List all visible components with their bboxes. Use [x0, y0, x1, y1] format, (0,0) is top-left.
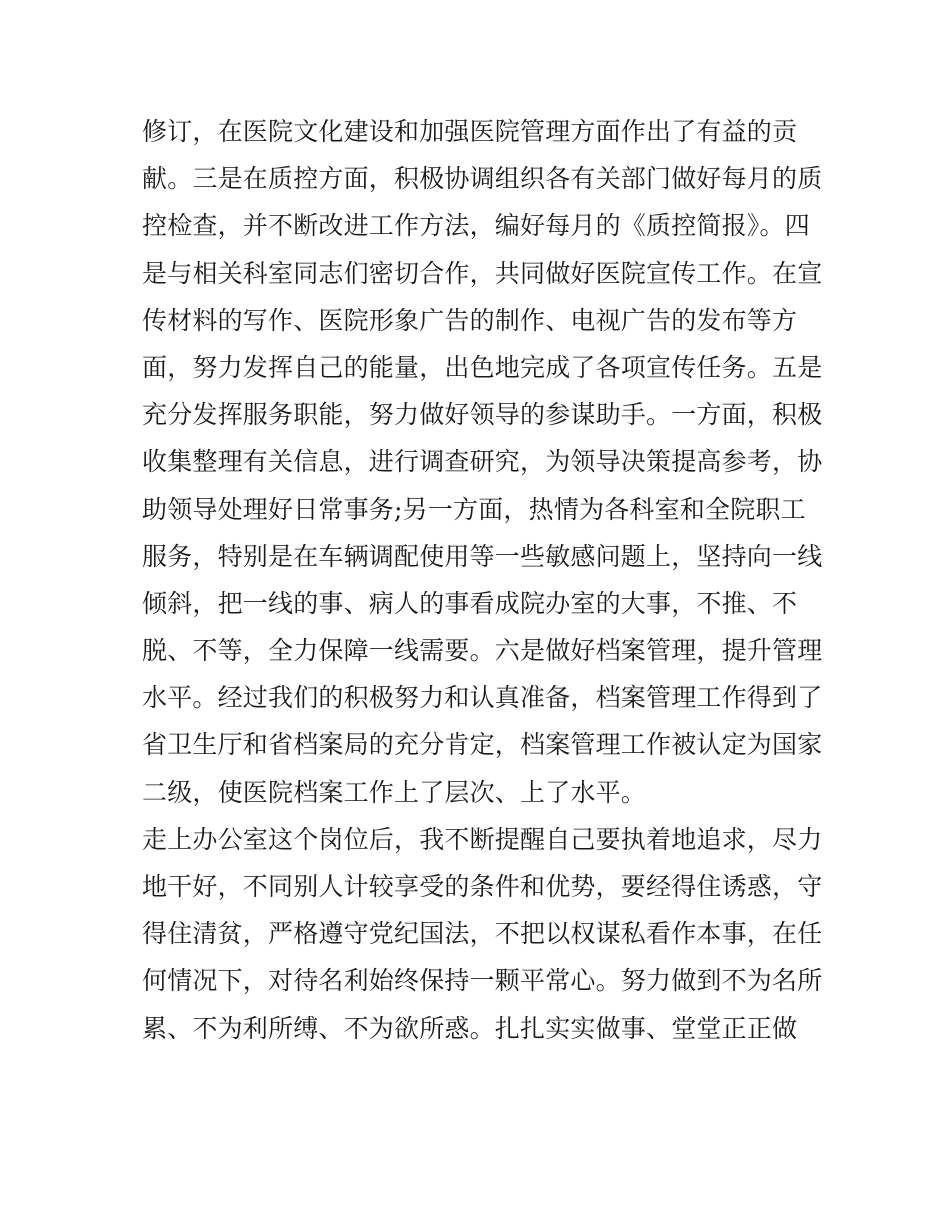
text-line: 省卫生厅和省档案局的充分肯定，档案管理工作被认定为国家	[142, 730, 823, 760]
text-line: 倾斜，把一线的事、病人的事看成院办室的大事，不推、不	[142, 588, 798, 618]
text-line: 控检查，并不断改进工作方法，编好每月的《质控简报》。四	[142, 211, 810, 241]
text-line: 充分发挥服务职能，努力做好领导的参谋助手。一方面，积极	[142, 400, 823, 430]
text-line: 走上办公室这个岗位后，我不断提醒自己要执着地追求，尽力	[142, 824, 823, 854]
text-line: 得住清贫，严格遵守党纪国法，不把以权谋私看作本事，在任	[142, 919, 823, 949]
text-line: 地干好，不同别人计较享受的条件和优势，要经得住诱惑，守	[142, 872, 823, 901]
text-line: 修订，在医院文化建设和加强医院管理方面作出了有益的贡	[142, 117, 798, 146]
text-line: 助领导处理好日常事务;另一方面，热情为各科室和全院职工	[142, 494, 806, 524]
text-line: 是与相关科室同志们密切合作，共同做好医院宣传工作。在宣	[142, 258, 823, 288]
text-line: 何情况下，对待名利始终保持一颗平常心。努力做到不为名所	[142, 966, 823, 996]
text-line: 脱、不等，全力保障一线需要。六是做好档案管理，提升管理	[142, 636, 823, 666]
text-line: 累、不为利所缚、不为欲所惑。扎扎实实做事、堂堂正正做	[142, 1013, 798, 1043]
text-line: 献。三是在质控方面，积极协调组织各有关部门做好每月的质	[142, 164, 823, 194]
text-line: 收集整理有关信息，进行调查研究，为领导决策提高参考，协	[142, 447, 823, 477]
text-line: 水平。经过我们的积极努力和认真准备，档案管理工作得到了	[142, 683, 823, 713]
text-line: 二级，使医院档案工作上了层次、上了水平。	[142, 777, 647, 807]
text-line: 传材料的写作、医院形象广告的制作、电视广告的发布等方	[142, 305, 798, 335]
text-line: 面，努力发挥自己的能量，出色地完成了各项宣传任务。五是	[142, 352, 823, 382]
text-line: 服务，特别是在车辆调配使用等一些敏感问题上，坚持向一线	[142, 541, 823, 571]
body-text	[142, 108, 822, 1052]
